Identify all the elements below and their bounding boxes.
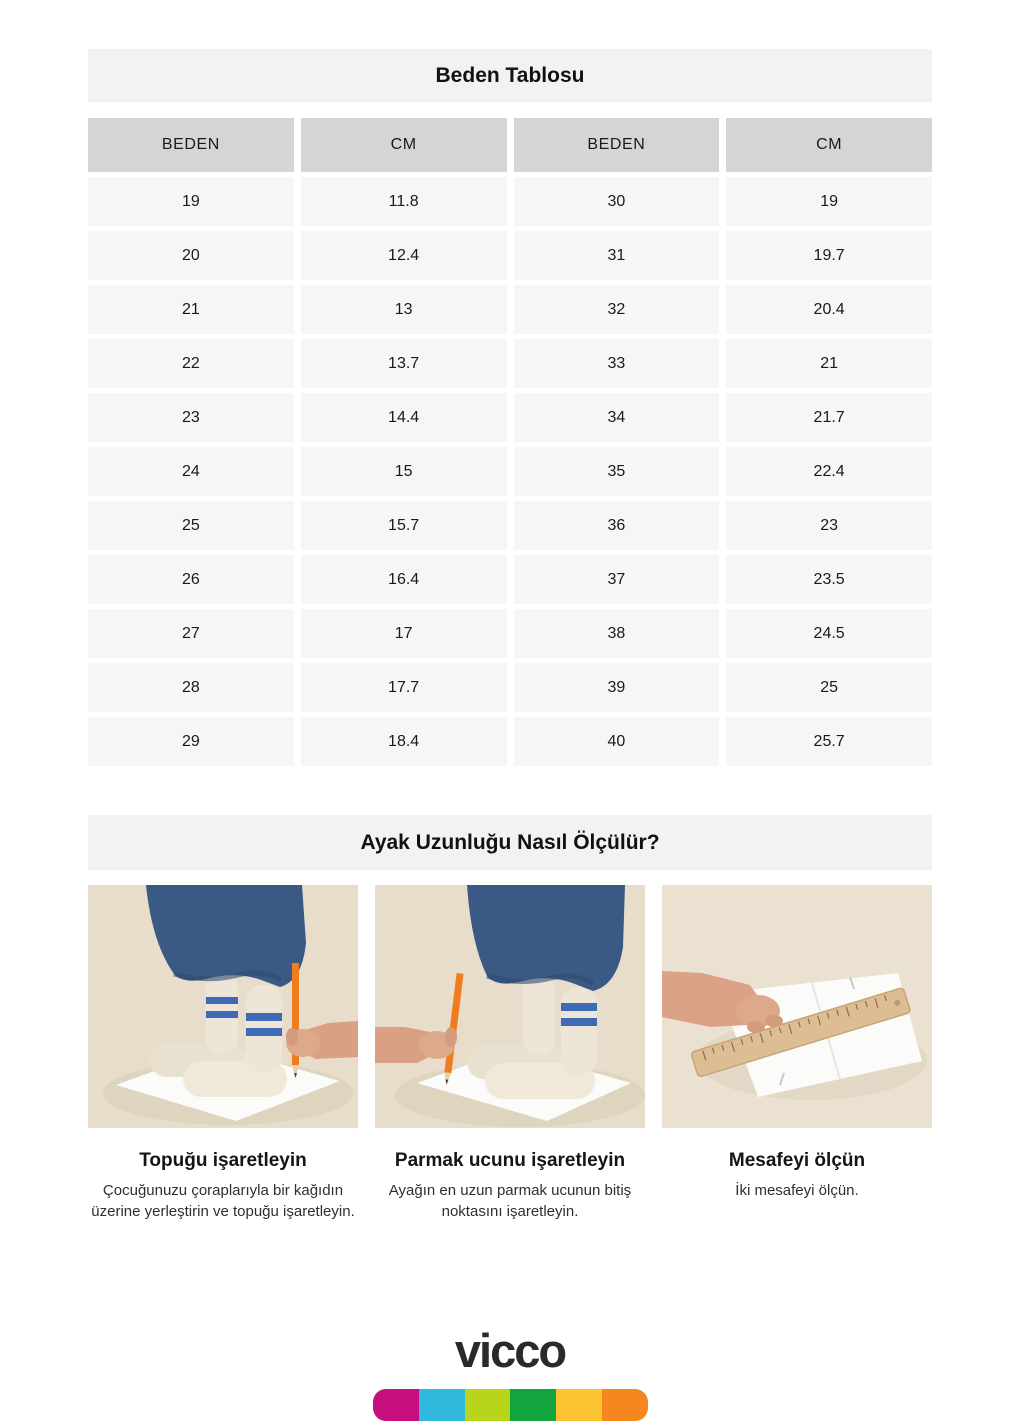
step-description: Ayağın en uzun parmak ucunun bitiş noktasını işaretleyin. xyxy=(388,1182,632,1220)
step-captions xyxy=(88,1128,932,1222)
table-cell: 22 xyxy=(88,339,294,388)
table-cell: 23 xyxy=(726,501,932,550)
table-cell: 19 xyxy=(88,177,294,226)
measure-ruler-illustration xyxy=(662,885,932,1128)
table-cell: 18.4 xyxy=(301,717,507,766)
caption-mark-heel xyxy=(88,1128,358,1222)
step-description: Çocuğunuzu çoraplarıyla bir kağıdın üzerine yerleştirin ve topuğu işaretleyin. xyxy=(91,1182,355,1220)
hand-holding-pencil xyxy=(375,1027,457,1063)
brand-color-segment xyxy=(602,1389,648,1421)
size-table-title: Beden Tablosu xyxy=(88,49,932,102)
table-cell: 16.4 xyxy=(301,555,507,604)
brand-footer xyxy=(0,1324,1020,1377)
step-title: Topuğu işaretleyin xyxy=(139,1150,307,1171)
vicco-logo: vicco xyxy=(454,1324,566,1377)
caption-measure xyxy=(662,1128,932,1222)
table-header-cm-2: CM xyxy=(726,118,932,172)
table-cell: 38 xyxy=(514,609,720,658)
table-cell: 26 xyxy=(88,555,294,604)
table-cell: 24.5 xyxy=(726,609,932,658)
table-cell: 24 xyxy=(88,447,294,496)
table-cell: 25.7 xyxy=(726,717,932,766)
measure-section-title: Ayak Uzunluğu Nasıl Ölçülür? xyxy=(88,815,932,870)
mark-heel-illustration xyxy=(88,885,358,1128)
step-photo-measure-ruler xyxy=(662,885,932,1128)
table-cell: 11.8 xyxy=(301,177,507,226)
table-cell: 27 xyxy=(88,609,294,658)
caption-mark-toe xyxy=(375,1128,645,1222)
table-cell: 37 xyxy=(514,555,720,604)
step-description: İki mesafeyi ölçün. xyxy=(735,1182,859,1199)
table-header-cm-1: CM xyxy=(301,118,507,172)
table-cell: 21.7 xyxy=(726,393,932,442)
table-cell: 31 xyxy=(514,231,720,280)
step-title: Parmak ucunu işaretleyin xyxy=(394,1150,626,1171)
table-cell: 21 xyxy=(726,339,932,388)
size-chart-page xyxy=(0,49,1020,1409)
table-cell: 22.4 xyxy=(726,447,932,496)
step-photo-mark-heel xyxy=(88,885,358,1128)
table-cell: 21 xyxy=(88,285,294,334)
brand-color-bar xyxy=(373,1389,648,1421)
brand-color-segment xyxy=(465,1389,511,1421)
table-header-beden-2: BEDEN xyxy=(514,118,720,172)
table-cell: 25 xyxy=(726,663,932,712)
table-cell: 13 xyxy=(301,285,507,334)
table-cell: 34 xyxy=(514,393,720,442)
table-cell: 39 xyxy=(514,663,720,712)
table-cell: 29 xyxy=(88,717,294,766)
table-cell: 25 xyxy=(88,501,294,550)
table-cell: 15 xyxy=(301,447,507,496)
step-photo-mark-toe xyxy=(375,885,645,1128)
table-cell: 30 xyxy=(514,177,720,226)
brand-color-segment xyxy=(419,1389,465,1421)
step-photos xyxy=(88,885,932,1128)
step-title: Mesafeyi ölçün xyxy=(728,1150,866,1171)
table-cell: 13.7 xyxy=(301,339,507,388)
table-cell: 19 xyxy=(726,177,932,226)
table-cell: 23.5 xyxy=(726,555,932,604)
brand-color-segment xyxy=(556,1389,602,1421)
table-cell: 35 xyxy=(514,447,720,496)
pencil-icon xyxy=(292,963,299,1078)
table-cell: 23 xyxy=(88,393,294,442)
table-cell: 17.7 xyxy=(301,663,507,712)
table-cell: 32 xyxy=(514,285,720,334)
table-cell: 17 xyxy=(301,609,507,658)
table-cell: 19.7 xyxy=(726,231,932,280)
size-table xyxy=(88,118,932,766)
brand-color-segment xyxy=(510,1389,556,1421)
table-cell: 33 xyxy=(514,339,720,388)
table-header-beden-1: BEDEN xyxy=(88,118,294,172)
table-cell: 28 xyxy=(88,663,294,712)
table-cell: 14.4 xyxy=(301,393,507,442)
table-cell: 15.7 xyxy=(301,501,507,550)
brand-color-segment xyxy=(373,1389,419,1421)
table-cell: 40 xyxy=(514,717,720,766)
table-cell: 12.4 xyxy=(301,231,507,280)
mark-toe-illustration xyxy=(375,885,645,1128)
table-cell: 20.4 xyxy=(726,285,932,334)
table-cell: 20 xyxy=(88,231,294,280)
table-cell: 36 xyxy=(514,501,720,550)
